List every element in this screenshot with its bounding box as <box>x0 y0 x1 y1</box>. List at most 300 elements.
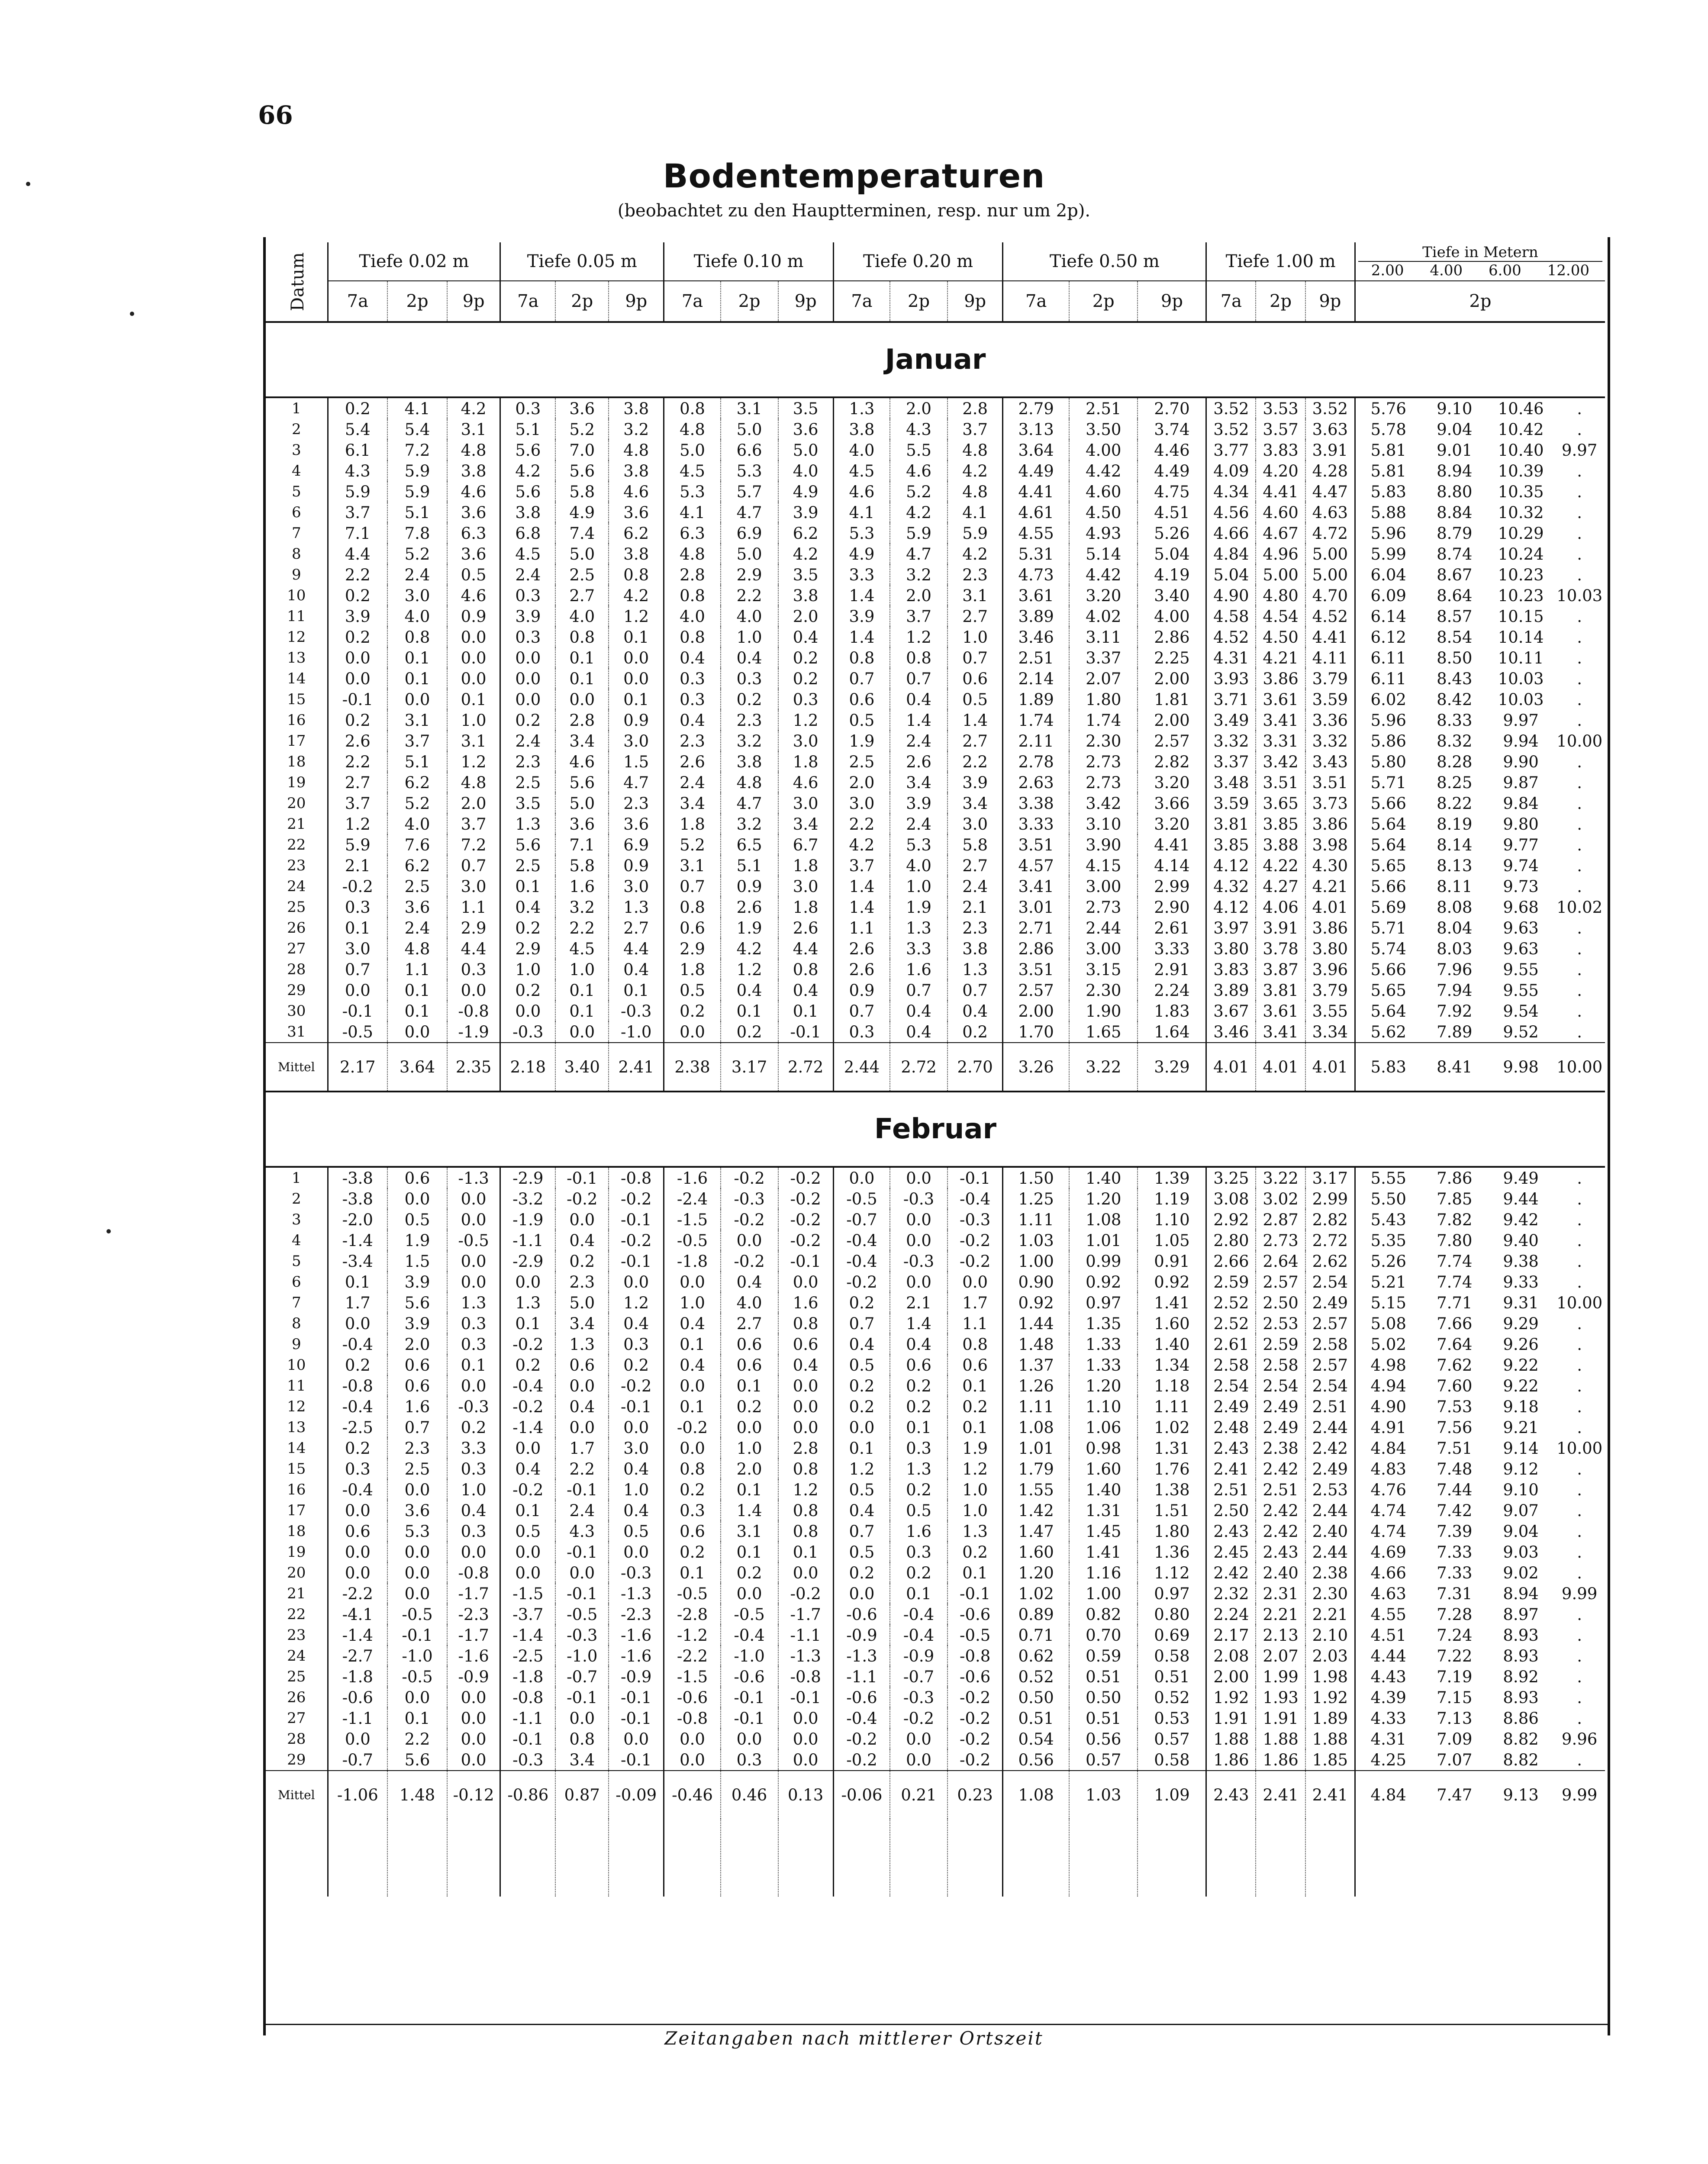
time-header: 7a <box>328 281 387 322</box>
value-cell: -1.6 <box>447 1646 500 1666</box>
value-cell: 0.0 <box>447 1272 500 1292</box>
value-cell: 1.1 <box>387 959 447 980</box>
table-row <box>266 834 1605 855</box>
value-cell: 0.0 <box>328 1500 387 1521</box>
value-cell: 3.4 <box>664 793 721 814</box>
value-cell: 7.56 <box>1437 1418 1473 1437</box>
value-cell: 4.5 <box>500 544 556 564</box>
value-cell: 1.2 <box>609 1292 664 1313</box>
value-cell: 4.22 <box>1256 855 1305 876</box>
value-cell: 1.0 <box>890 876 947 897</box>
value-cell: . <box>1577 815 1582 834</box>
value-cell: 3.08 <box>1206 1188 1256 1209</box>
value-cell: 2.42 <box>1206 1562 1256 1583</box>
value-cell: 10.00 <box>1557 731 1603 750</box>
depth-group-header: Tiefe 1.00 m <box>1206 242 1355 281</box>
value-cell: 10.00 <box>1557 1293 1603 1312</box>
value-cell: 0.0 <box>500 1562 556 1583</box>
value-cell: 5.04 <box>1138 544 1206 564</box>
value-cell: 2.10 <box>1305 1625 1355 1646</box>
value-cell: 4.74 <box>1370 1501 1406 1520</box>
value-cell: 3.67 <box>1206 1001 1256 1021</box>
value-cell: 1.35 <box>1069 1313 1138 1334</box>
mittel-cell: 0.87 <box>555 1771 609 1819</box>
value-cell: 0.97 <box>1138 1583 1206 1604</box>
value-cell: 0.0 <box>447 627 500 647</box>
value-cell: -0.1 <box>555 1687 609 1708</box>
blank-cell <box>721 1819 778 1897</box>
value-cell: -1.8 <box>500 1666 556 1687</box>
value-cell: -0.1 <box>721 1708 778 1729</box>
page-number: 66 <box>258 100 293 130</box>
value-cell: . <box>1577 835 1582 854</box>
value-cell: 7.24 <box>1437 1626 1473 1645</box>
value-cell: 2.57 <box>1138 731 1206 751</box>
table-row <box>266 1272 1605 1292</box>
value-cell: 2.0 <box>778 606 834 627</box>
value-cell: 2.1 <box>947 897 1003 918</box>
value-cell: 9.10 <box>1503 1480 1539 1499</box>
value-cell: 1.34 <box>1138 1355 1206 1375</box>
depth-group-header: Tiefe 0.50 m <box>1003 242 1206 281</box>
value-cell: 4.6 <box>555 751 609 772</box>
value-cell: 0.2 <box>500 1355 556 1375</box>
value-cell: -1.6 <box>609 1625 664 1646</box>
value-cell: 0.1 <box>609 627 664 647</box>
value-cell: -0.7 <box>890 1666 947 1687</box>
value-cell: 3.80 <box>1305 938 1355 959</box>
value-cell: 4.58 <box>1206 606 1256 627</box>
value-cell: 2.73 <box>1069 897 1138 918</box>
value-cell: 3.81 <box>1206 814 1256 834</box>
value-cell: -0.9 <box>890 1646 947 1666</box>
value-cell: 4.0 <box>664 606 721 627</box>
value-cell: -0.1 <box>609 1251 664 1272</box>
value-cell: -1.1 <box>500 1708 556 1729</box>
value-cell: 0.0 <box>500 1272 556 1292</box>
day-cell: 21 <box>266 1583 328 1604</box>
value-cell: 3.3 <box>447 1438 500 1459</box>
value-cell: 2.54 <box>1305 1375 1355 1396</box>
value-cell: 2.9 <box>447 918 500 938</box>
value-cell: 2.48 <box>1206 1417 1256 1438</box>
value-cell: 1.31 <box>1138 1438 1206 1459</box>
table-row <box>266 544 1605 564</box>
day-cell: 29 <box>266 1749 328 1771</box>
value-cell: 2.4 <box>664 772 721 793</box>
table-row <box>266 772 1605 793</box>
meter-depth-label: 2.00 <box>1371 262 1404 279</box>
day-cell: 27 <box>266 938 328 959</box>
value-cell: 4.2 <box>833 834 890 855</box>
value-cell: 2.07 <box>1256 1646 1305 1666</box>
value-cell: 1.06 <box>1069 1417 1138 1438</box>
table-row <box>266 564 1605 585</box>
value-cell: 2.6 <box>890 751 947 772</box>
value-cell: 0.1 <box>555 647 609 668</box>
value-cell: -0.1 <box>721 1687 778 1708</box>
value-cell: 4.66 <box>1206 523 1256 544</box>
value-cell: 3.31 <box>1256 731 1305 751</box>
time-header: 9p <box>609 281 664 322</box>
value-cell: 3.7 <box>328 502 387 523</box>
depth-meters-header <box>1355 242 1605 281</box>
value-cell: . <box>1577 939 1582 958</box>
value-cell: 1.3 <box>447 1292 500 1313</box>
value-cell: 0.1 <box>447 1355 500 1375</box>
mittel-cell: 9.13 <box>1488 1771 1554 1819</box>
value-cell: -0.5 <box>387 1604 447 1625</box>
table-row <box>266 668 1605 689</box>
value-cell: 5.2 <box>387 544 447 564</box>
value-cell: 3.37 <box>1069 647 1138 668</box>
day-cell: 19 <box>266 772 328 793</box>
value-cell: . <box>1577 877 1582 896</box>
value-cell: 3.86 <box>1305 918 1355 938</box>
value-cell: 1.02 <box>1003 1583 1069 1604</box>
mittel-cell: 1.03 <box>1069 1771 1138 1819</box>
value-cell: 1.2 <box>328 814 387 834</box>
value-cell: 1.5 <box>387 1251 447 1272</box>
value-cell: 3.55 <box>1305 1001 1355 1021</box>
value-cell: 2.86 <box>1138 627 1206 647</box>
scan-speck <box>106 1229 111 1233</box>
value-cell: 7.74 <box>1437 1252 1473 1271</box>
value-cell: -2.9 <box>500 1251 556 1272</box>
value-cell: 1.19 <box>1138 1188 1206 1209</box>
value-cell: 3.4 <box>778 814 834 834</box>
day-cell: 30 <box>266 1001 328 1021</box>
value-cell: 4.2 <box>947 460 1003 481</box>
table-row <box>266 938 1605 959</box>
table-row <box>266 793 1605 814</box>
value-cell: 2.86 <box>1003 938 1069 959</box>
value-cell: -2.5 <box>328 1417 387 1438</box>
scan-speck <box>130 312 134 316</box>
value-cell: 1.60 <box>1138 1313 1206 1334</box>
value-cell: 3.53 <box>1256 397 1305 419</box>
value-cell: 2.2 <box>721 585 778 606</box>
value-cell: 2.6 <box>664 751 721 772</box>
value-cell: 0.0 <box>447 1687 500 1708</box>
value-cell: 9.96 <box>1561 1729 1598 1749</box>
value-cell: 4.2 <box>721 938 778 959</box>
day-cell: 2 <box>266 1188 328 1209</box>
value-cell: 4.02 <box>1069 606 1138 627</box>
table-row <box>266 1625 1605 1646</box>
value-cell: -0.2 <box>833 1749 890 1771</box>
day-cell: 18 <box>266 1521 328 1542</box>
value-cell: 2.0 <box>447 793 500 814</box>
value-cell: 0.6 <box>947 1355 1003 1375</box>
value-cell: 4.93 <box>1069 523 1138 544</box>
value-cell: 1.88 <box>1305 1729 1355 1749</box>
value-cell: 1.51 <box>1138 1500 1206 1521</box>
table-row <box>266 1313 1605 1334</box>
value-cell: 8.64 <box>1437 586 1473 605</box>
value-cell: 3.2 <box>890 564 947 585</box>
value-cell: 10.11 <box>1498 648 1544 667</box>
value-cell: . <box>1577 628 1582 647</box>
value-cell: 9.38 <box>1503 1252 1539 1271</box>
value-cell: -0.1 <box>947 1167 1003 1188</box>
value-cell: 2.3 <box>947 564 1003 585</box>
value-cell: 0.51 <box>1138 1666 1206 1687</box>
value-cell: 0.0 <box>778 1272 834 1292</box>
value-cell: 10.32 <box>1498 503 1544 522</box>
value-cell: 4.0 <box>721 1292 778 1313</box>
value-cell: 0.2 <box>890 1479 947 1500</box>
value-cell: -0.2 <box>778 1583 834 1604</box>
value-cell: 1.79 <box>1003 1459 1069 1479</box>
value-cell: 0.58 <box>1138 1646 1206 1666</box>
value-cell: 9.01 <box>1437 441 1473 460</box>
value-cell: 2.30 <box>1305 1583 1355 1604</box>
value-cell: 2.08 <box>1206 1646 1256 1666</box>
value-cell: 1.2 <box>447 751 500 772</box>
value-cell: 5.2 <box>890 481 947 502</box>
value-cell: 4.06 <box>1256 897 1305 918</box>
day-cell: 26 <box>266 918 328 938</box>
value-cell: 9.74 <box>1503 856 1539 875</box>
value-cell: 10.46 <box>1498 399 1544 418</box>
value-cell: 0.5 <box>500 1521 556 1542</box>
value-cell: 0.4 <box>890 1021 947 1043</box>
value-cell: -1.3 <box>447 1167 500 1188</box>
value-cell: 3.40 <box>1138 585 1206 606</box>
value-cell: 0.4 <box>947 1001 1003 1021</box>
value-cell: 4.72 <box>1305 523 1355 544</box>
value-cell: -0.2 <box>890 1708 947 1729</box>
value-cell: 1.42 <box>1003 1500 1069 1521</box>
mittel-cell: 2.43 <box>1206 1771 1256 1819</box>
value-cell: 2.87 <box>1256 1209 1305 1230</box>
mittel-cell: 2.17 <box>328 1043 387 1092</box>
value-cell: 1.92 <box>1305 1687 1355 1708</box>
value-cell: 1.2 <box>947 1459 1003 1479</box>
value-cell: 7.62 <box>1437 1356 1473 1375</box>
day-cell: 7 <box>266 523 328 544</box>
value-cell: -1.7 <box>447 1625 500 1646</box>
value-cell: 0.8 <box>664 1459 721 1479</box>
table-row <box>266 1479 1605 1500</box>
day-cell: 22 <box>266 1604 328 1625</box>
value-cell: . <box>1577 524 1582 543</box>
value-cell: -0.9 <box>609 1666 664 1687</box>
value-cell: 9.21 <box>1503 1418 1539 1437</box>
value-cell: 0.4 <box>890 1334 947 1355</box>
value-cell: -0.8 <box>947 1646 1003 1666</box>
value-cell: 0.70 <box>1069 1625 1138 1646</box>
time-header-2p: 2p <box>1355 281 1605 322</box>
mittel-cell: 1.48 <box>387 1771 447 1819</box>
value-cell: 10.03 <box>1498 669 1544 688</box>
value-cell: 0.0 <box>609 1729 664 1749</box>
value-cell: 2.72 <box>1305 1230 1355 1251</box>
value-cell: 1.7 <box>328 1292 387 1313</box>
value-cell: 2.44 <box>1305 1500 1355 1521</box>
value-cell: 3.83 <box>1256 440 1305 460</box>
value-cell: 0.0 <box>664 1438 721 1459</box>
value-cell: 2.4 <box>387 918 447 938</box>
day-cell: 13 <box>266 647 328 668</box>
value-cell: 3.38 <box>1003 793 1069 814</box>
value-cell: 1.4 <box>833 897 890 918</box>
value-cell: 0.2 <box>328 1438 387 1459</box>
value-cell: 1.0 <box>664 1292 721 1313</box>
value-cell: 0.5 <box>833 1355 890 1375</box>
value-cell: 0.6 <box>947 668 1003 689</box>
value-cell: 2.45 <box>1206 1542 1256 1562</box>
value-cell: 8.50 <box>1437 648 1473 667</box>
value-cell: 1.4 <box>833 585 890 606</box>
value-cell: 2.52 <box>1206 1313 1256 1334</box>
value-cell: 4.69 <box>1370 1542 1406 1562</box>
value-cell: 2.1 <box>328 855 387 876</box>
value-cell: 2.3 <box>555 1272 609 1292</box>
mittel-cell: 2.35 <box>447 1043 500 1092</box>
value-cell: 0.0 <box>890 1749 947 1771</box>
value-cell: 3.98 <box>1305 834 1355 855</box>
value-cell: 3.79 <box>1305 980 1355 1001</box>
value-cell: 6.2 <box>778 523 834 544</box>
value-cell: 4.0 <box>833 440 890 460</box>
value-cell: 2.61 <box>1206 1334 1256 1355</box>
value-cell: 0.3 <box>890 1438 947 1459</box>
value-cell: 2.79 <box>1003 397 1069 419</box>
value-cell: 5.0 <box>721 544 778 564</box>
value-cell: 0.0 <box>890 1729 947 1749</box>
value-cell: 0.80 <box>1138 1604 1206 1625</box>
value-cell: -1.1 <box>328 1708 387 1729</box>
value-cell: 1.98 <box>1305 1666 1355 1687</box>
value-cell: 0.3 <box>664 689 721 710</box>
value-cell: 0.4 <box>778 627 834 647</box>
value-cell: 6.3 <box>664 523 721 544</box>
day-cell: 31 <box>266 1021 328 1043</box>
value-cell: 2.00 <box>1003 1001 1069 1021</box>
blank-cell <box>387 1819 447 1897</box>
value-cell: 2.5 <box>500 855 556 876</box>
mittel-cell: -0.12 <box>447 1771 500 1819</box>
month-row <box>266 1092 1605 1167</box>
day-cell: 18 <box>266 751 328 772</box>
table-row <box>266 481 1605 502</box>
value-cell: 1.65 <box>1069 1021 1138 1043</box>
value-cell: 0.0 <box>447 1251 500 1272</box>
value-cell: 5.4 <box>387 419 447 440</box>
value-cell: 0.0 <box>387 1479 447 1500</box>
value-cell: 3.6 <box>447 502 500 523</box>
value-cell: 5.3 <box>833 523 890 544</box>
value-cell: 4.3 <box>890 419 947 440</box>
value-cell: 8.19 <box>1437 815 1473 834</box>
value-cell: 0.1 <box>555 1001 609 1021</box>
value-cell: 6.2 <box>387 772 447 793</box>
value-cell: -0.6 <box>328 1687 387 1708</box>
day-cell: 9 <box>266 564 328 585</box>
value-cell: 4.98 <box>1370 1356 1406 1375</box>
value-cell: 6.9 <box>609 834 664 855</box>
value-cell: 3.01 <box>1003 897 1069 918</box>
value-cell: 0.8 <box>778 1500 834 1521</box>
value-cell: 4.52 <box>1305 606 1355 627</box>
value-cell: 2.7 <box>721 1313 778 1334</box>
table-row <box>266 440 1605 460</box>
value-cell: 2.8 <box>664 564 721 585</box>
value-cell: 1.0 <box>447 710 500 731</box>
value-cell: 2.53 <box>1305 1479 1355 1500</box>
value-cell: -1.5 <box>664 1666 721 1687</box>
value-cell: 2.90 <box>1138 897 1206 918</box>
value-cell: 9.90 <box>1503 752 1539 771</box>
value-cell: 0.3 <box>447 1313 500 1334</box>
value-cell: 4.1 <box>387 397 447 419</box>
value-cell: 9.87 <box>1503 773 1539 792</box>
mittel-cell: 8.41 <box>1421 1043 1488 1092</box>
blank-cell <box>1421 1819 1488 1897</box>
value-cell: 7.2 <box>447 834 500 855</box>
table-row <box>266 1355 1605 1375</box>
value-cell: 0.0 <box>447 1708 500 1729</box>
value-cell: 0.0 <box>447 980 500 1001</box>
mittel-cell: 4.01 <box>1256 1043 1305 1092</box>
value-cell: 5.80 <box>1370 752 1406 771</box>
value-cell: 2.11 <box>1003 731 1069 751</box>
mittel-cell: -0.06 <box>833 1771 890 1819</box>
value-cell: 4.8 <box>664 544 721 564</box>
value-cell: 0.0 <box>890 1209 947 1230</box>
value-cell: 3.96 <box>1305 959 1355 980</box>
value-cell: 0.0 <box>609 668 664 689</box>
value-cell: 3.42 <box>1069 793 1138 814</box>
value-cell: 2.9 <box>721 564 778 585</box>
value-cell: 0.8 <box>778 1521 834 1542</box>
value-cell: 2.21 <box>1256 1604 1305 1625</box>
value-cell: 5.64 <box>1370 815 1406 834</box>
value-cell: 2.4 <box>500 564 556 585</box>
value-cell: 4.31 <box>1370 1729 1406 1749</box>
value-cell: 0.0 <box>555 1021 609 1043</box>
value-cell: 1.12 <box>1138 1562 1206 1583</box>
value-cell: 2.42 <box>1256 1500 1305 1521</box>
value-cell: -0.2 <box>609 1375 664 1396</box>
table-row <box>266 1292 1605 1313</box>
value-cell: 0.0 <box>778 1375 834 1396</box>
value-cell: 0.1 <box>328 918 387 938</box>
value-cell: 2.7 <box>555 585 609 606</box>
value-cell: 2.66 <box>1206 1251 1256 1272</box>
value-cell: 0.1 <box>387 980 447 1001</box>
mittel-cell: 2.41 <box>1256 1771 1305 1819</box>
value-cell: 2.3 <box>609 793 664 814</box>
value-cell: 1.9 <box>833 731 890 751</box>
value-cell: 1.41 <box>1138 1292 1206 1313</box>
value-cell: 1.0 <box>947 1500 1003 1521</box>
table-row <box>266 710 1605 731</box>
value-cell: 3.97 <box>1206 918 1256 938</box>
value-cell: -0.2 <box>947 1251 1003 1272</box>
value-cell: 3.6 <box>609 502 664 523</box>
value-cell: 8.80 <box>1437 482 1473 501</box>
value-cell: -0.5 <box>721 1604 778 1625</box>
value-cell: 4.49 <box>1138 460 1206 481</box>
value-cell: 8.14 <box>1437 835 1473 854</box>
table-row <box>266 1167 1605 1188</box>
value-cell: 2.52 <box>1206 1292 1256 1313</box>
day-cell: 24 <box>266 876 328 897</box>
value-cell: . <box>1577 1626 1582 1645</box>
